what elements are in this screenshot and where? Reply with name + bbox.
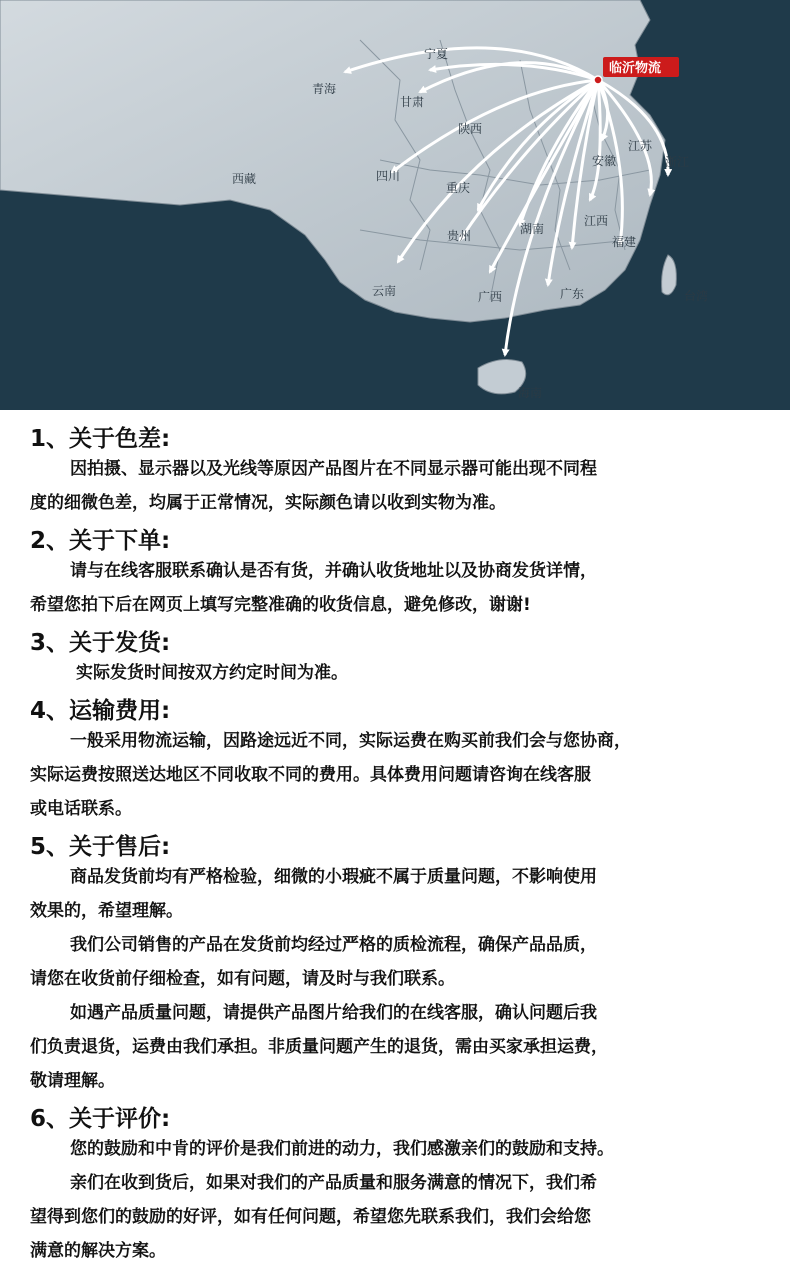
section-line: 实际发货时间按双方约定时间为准。 bbox=[76, 663, 348, 683]
section-line: 请您在收货前仔细检查，如有问题，请及时与我们联系。 bbox=[30, 969, 455, 989]
section-title: 4、运输费用: bbox=[30, 698, 171, 724]
section-line: 度的细微色差，均属于正常情况，实际颜色请以收到实物为准。 bbox=[30, 493, 506, 513]
section-line: 敬请理解。 bbox=[30, 1071, 115, 1091]
section-title: 5、关于售后: bbox=[30, 834, 171, 860]
province-label: 四川 bbox=[376, 169, 401, 183]
province-label: 西藏 bbox=[232, 172, 257, 186]
section-line: 亲们在收到货后，如果对我们的产品质量和服务满意的情况下，我们希 bbox=[70, 1173, 597, 1193]
hub-label: 临沂物流 bbox=[609, 61, 662, 76]
province-label: 江西 bbox=[584, 214, 609, 228]
section-line: 们负责退货，运费由我们承担。非质量问题产生的退货，需由买家承担运费， bbox=[30, 1037, 608, 1057]
province-label: 福建 bbox=[612, 235, 637, 249]
notice-content bbox=[0, 410, 790, 1268]
province-label: 广西 bbox=[478, 290, 503, 304]
province-label: 陕西 bbox=[458, 122, 483, 136]
province-label: 广东 bbox=[560, 287, 585, 301]
section-line: 望得到您们的鼓励的好评，如有任何问题，希望您先联系我们，我们会给您 bbox=[30, 1207, 591, 1227]
section-line: 请与在线客服联系确认是否有货，并确认收货地址以及协商发货详情， bbox=[70, 561, 597, 581]
province-label: 湖南 bbox=[520, 222, 545, 236]
section-title: 3、关于发货: bbox=[30, 630, 171, 656]
hub-marker bbox=[594, 76, 602, 84]
province-label: 甘肃 bbox=[400, 95, 425, 109]
section-line: 我们公司销售的产品在发货前均经过严格的质检流程，确保产品品质， bbox=[70, 935, 597, 955]
province-label: 安徽 bbox=[592, 154, 617, 168]
section-line: 商品发货前均有严格检验，细微的小瑕疵不属于质量问题，不影响使用 bbox=[70, 867, 597, 887]
province-label: 贵州 bbox=[447, 229, 472, 243]
section-title: 2、关于下单: bbox=[30, 528, 171, 554]
province-label: 浙江 bbox=[665, 155, 690, 169]
province-label: 台湾 bbox=[684, 289, 709, 303]
section-line: 如遇产品质量问题，请提供产品图片给我们的在线客服，确认问题后我 bbox=[70, 1003, 597, 1023]
section-line: 一般采用物流运输，因路途远近不同，实际运费在购买前我们会与您协商， bbox=[70, 731, 631, 751]
logistics-map bbox=[0, 0, 790, 410]
province-label: 重庆 bbox=[446, 181, 471, 195]
section-title: 6、关于评价: bbox=[30, 1106, 171, 1132]
section-line: 希望您拍下后在网页上填写完整准确的收货信息，避免修改，谢谢! bbox=[30, 595, 531, 615]
china-map-graphic bbox=[0, 0, 790, 410]
province-label: 江苏 bbox=[628, 139, 653, 153]
section-title: 1、关于色差: bbox=[30, 426, 171, 452]
section-line: 您的鼓励和中肯的评价是我们前进的动力，我们感激亲们的鼓励和支持。 bbox=[70, 1139, 614, 1159]
province-label: 青海 bbox=[312, 82, 337, 96]
province-label: 宁夏 bbox=[424, 47, 449, 61]
section-line: 因拍摄、显示器以及光线等原因产品图片在不同显示器可能出现不同程 bbox=[70, 459, 597, 479]
section-line: 实际运费按照送达地区不同收取不同的费用。具体费用问题请咨询在线客服 bbox=[30, 765, 591, 785]
province-label: 云南 bbox=[372, 284, 397, 298]
section-line: 或电话联系。 bbox=[30, 799, 132, 819]
section-line: 效果的，希望理解。 bbox=[30, 901, 183, 921]
province-label: 海南 bbox=[518, 386, 543, 400]
section-line: 满意的解决方案。 bbox=[30, 1241, 166, 1261]
